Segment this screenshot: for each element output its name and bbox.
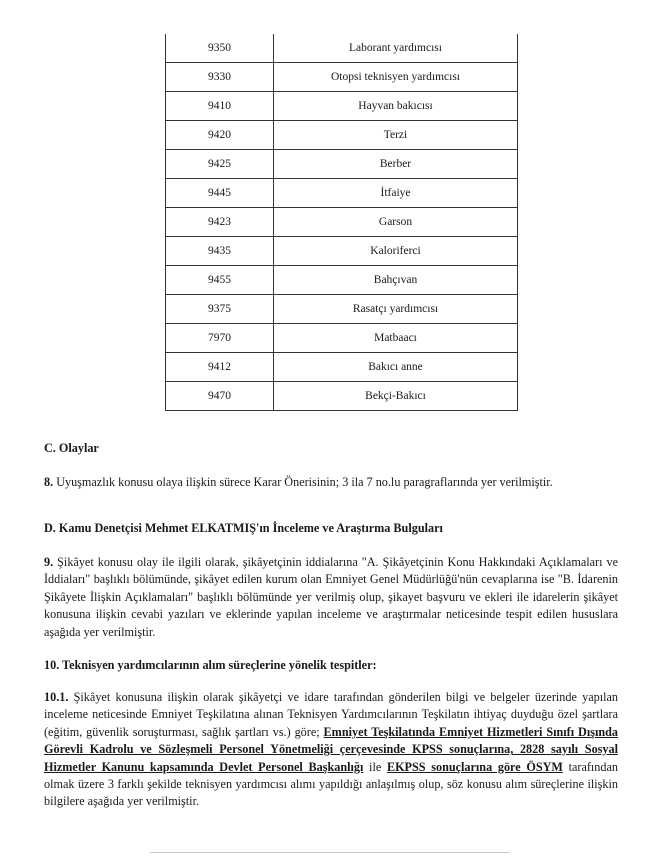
job-code-cell: 9470 <box>166 382 274 411</box>
job-title-cell: Otopsi teknisyen yardımcısı <box>274 63 518 92</box>
paragraph-8 <box>44 474 618 491</box>
paragraph-10-1 <box>44 689 618 811</box>
job-code-cell: 9423 <box>166 208 274 237</box>
table-row <box>166 266 518 295</box>
table-row <box>166 92 518 121</box>
job-title-cell: Rasatçı yardımcısı <box>274 295 518 324</box>
job-title-cell: Garson <box>274 208 518 237</box>
section-c-heading: C. Olaylar <box>44 441 99 455</box>
paragraph-10-1-underlined-1: Emniyet Teşkilatında Emniyet Hizmetleri Sınıfı Dışında Görevli Kadrolu ve Sözleşmeli Personel Yönetmeliği çerçevesinde KPSS sonuçlarına, 2828 sayılı Sosyal Hizmetler Kanunu kapsamında Devlet Personel Başkanlığı <box>44 724 618 774</box>
paragraph-9-number: 9. <box>44 555 54 569</box>
paragraph-10-1-text-a: Şikâyet konusuna ilişkin olarak şikâyetçi ve idare tarafından gönderilen bilgi ve belgeler üzerinde yapılan inceleme neticesinde Emniyet Teşkilatına alınan Teknisyen Yardımcılarının Teşkilatın ihtiyaç duyduğu özel şartlara (eğitim, güvenlik soruşturması, sağlık şartları vs.) göre; <box>44 690 618 739</box>
job-title-cell: Hayvan bakıcısı <box>274 92 518 121</box>
paragraph-10-1-text-c: tarafından olmak üzere 3 farklı şekilde teknisyen yardımcısı alımı yapıldığı anlaşılmış olup, söz konusu alım süreçlerine ilişkin bilgilere aşağıda yer verilmiştir. <box>44 759 618 809</box>
paragraph-10-1-underlined-2: EKPSS sonuçlarına göre ÖSYM <box>386 759 563 774</box>
job-code-cell: 9455 <box>166 266 274 295</box>
job-code-table <box>165 34 518 411</box>
job-code-cell: 7970 <box>166 324 274 353</box>
job-title-cell: Berber <box>274 150 518 179</box>
table-row <box>166 63 518 92</box>
job-code-cell: 9425 <box>166 150 274 179</box>
page-bottom-rule <box>150 852 510 853</box>
paragraph-10-1-text-b: ile <box>363 759 387 774</box>
job-title-cell: Bahçıvan <box>274 266 518 295</box>
table-row <box>166 324 518 353</box>
job-title-cell: Matbaacı <box>274 324 518 353</box>
job-title-cell: Kaloriferci <box>274 237 518 266</box>
job-code-cell: 9445 <box>166 179 274 208</box>
paragraph-9-text: Şikâyet konusu olay ile ilgili olarak, şikâyetçinin iddialarına "A. Şikâyetçinin Konu Hakkındaki Açıklamaları ve İddiaları" başlıklı bölümünde, şikâyet edilen kurum olan Emniyet Genel Müdürlüğü'nün cevaplarına ise "B. İdarenin Şikâyete İlişkin Açıklamaları" başlıklı bölümünde yer verilmiş olup, şikayet başvuru ve ekleri ile idarelerin şikâyet konusuna ilişkin cevabi yazıları ve eklerinde yapılan inceleme ve araştırmalar neticesinde tespit edilen hususlara aşağıda yer verilmiştir. <box>44 555 618 639</box>
job-code-cell: 9375 <box>166 295 274 324</box>
section-10-heading: 10. Teknisyen yardımcılarının alım süreçlerine yönelik tespitler: <box>44 658 377 672</box>
table-row <box>166 382 518 411</box>
job-code-cell: 9412 <box>166 353 274 382</box>
job-title-cell: Bakıcı anne <box>274 353 518 382</box>
table-row <box>166 295 518 324</box>
table-row <box>166 237 518 266</box>
table-row <box>166 34 518 63</box>
job-title-cell: Laborant yardımcısı <box>274 34 518 63</box>
job-code-cell: 9435 <box>166 237 274 266</box>
job-code-cell: 9350 <box>166 34 274 63</box>
job-title-cell: İtfaiye <box>274 179 518 208</box>
job-code-cell: 9330 <box>166 63 274 92</box>
table-row <box>166 353 518 382</box>
paragraph-8-text: Uyuşmazlık konusu olaya ilişkin sürece Karar Önerisinin; 3 ila 7 no.lu paragraflarında yer verilmiştir. <box>53 475 553 489</box>
table-row <box>166 150 518 179</box>
table-row <box>166 179 518 208</box>
paragraph-10-1-number: 10.1. <box>44 690 69 704</box>
table-row <box>166 208 518 237</box>
job-title-cell: Bekçi-Bakıcı <box>274 382 518 411</box>
job-title-cell: Terzi <box>274 121 518 150</box>
job-code-cell: 9420 <box>166 121 274 150</box>
paragraph-8-number: 8. <box>44 475 54 489</box>
paragraph-9 <box>44 554 618 641</box>
section-d-heading: D. Kamu Denetçisi Mehmet ELKATMIŞ'ın İnceleme ve Araştırma Bulguları <box>44 521 443 535</box>
job-code-table-body <box>166 34 518 411</box>
job-code-cell: 9410 <box>166 92 274 121</box>
table-row <box>166 121 518 150</box>
